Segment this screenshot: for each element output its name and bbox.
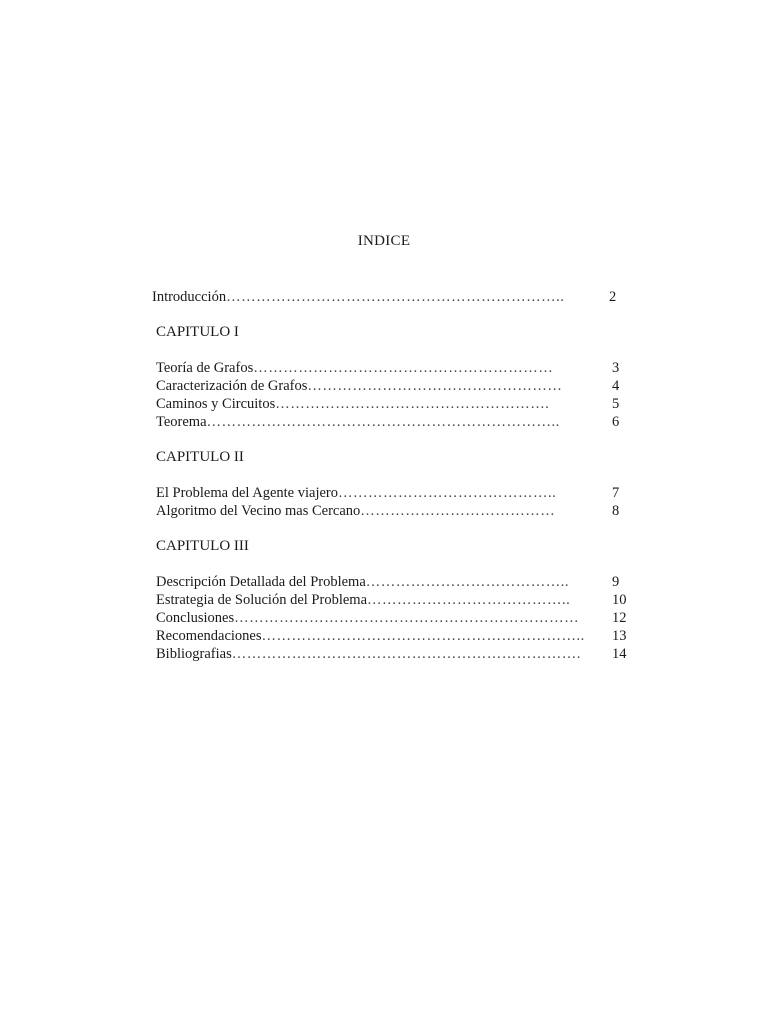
toc-page-number: 3 bbox=[612, 360, 620, 376]
toc-entry-label: Teoría de Grafos bbox=[156, 360, 254, 376]
toc-page-number: 13 bbox=[612, 628, 627, 644]
toc-leader-dots: …………………………………………… bbox=[307, 378, 563, 394]
toc-entry bbox=[156, 645, 630, 663]
toc-entry bbox=[156, 377, 626, 395]
toc-page-number: 6 bbox=[612, 414, 620, 430]
toc-entry bbox=[156, 502, 626, 520]
toc-page-number: 8 bbox=[612, 503, 620, 519]
toc-page-number: 14 bbox=[612, 646, 627, 662]
toc-entry-label: Estrategia de Solución del Problema bbox=[156, 592, 368, 608]
toc-entry-intro bbox=[152, 288, 622, 306]
toc-entry bbox=[156, 484, 626, 502]
toc-leader-dots: ………………………………………………. bbox=[275, 396, 550, 412]
toc-entry-label: Introducción bbox=[152, 289, 227, 305]
toc-entry-label: Caminos y Circuitos bbox=[156, 396, 276, 412]
toc-page-number: 9 bbox=[612, 574, 620, 590]
toc-entry bbox=[156, 591, 630, 609]
chapter-heading-2: CAPITULO II bbox=[156, 449, 244, 465]
toc-page-number: 7 bbox=[612, 485, 620, 501]
toc-leader-dots: ………………………………….. bbox=[367, 592, 571, 608]
chapter-heading-3: CAPITULO III bbox=[156, 538, 249, 554]
toc-leader-dots: …………………………………………………………… bbox=[234, 610, 580, 626]
toc-entry-label: Descripción Detallada del Problema bbox=[156, 574, 366, 590]
toc-entry-label: Conclusiones bbox=[156, 610, 235, 626]
toc-entry bbox=[156, 627, 630, 645]
toc-page-number: 2 bbox=[609, 289, 617, 305]
toc-page-number: 5 bbox=[612, 396, 620, 412]
toc-entry bbox=[156, 395, 626, 413]
chapter-heading-1: CAPITULO I bbox=[156, 324, 239, 340]
toc-leader-dots: ………………………………… bbox=[360, 503, 556, 519]
toc-leader-dots: ………………………………….. bbox=[365, 574, 570, 590]
toc-entry bbox=[156, 413, 626, 431]
toc-entry bbox=[156, 609, 630, 627]
page-title: INDICE bbox=[357, 233, 411, 249]
toc-page-number: 12 bbox=[612, 610, 627, 626]
toc-page-number: 4 bbox=[612, 378, 620, 394]
toc-entry-label: Caracterización de Grafos bbox=[156, 378, 308, 394]
toc-entry bbox=[156, 359, 626, 377]
toc-leader-dots: ……………………………………………………………. bbox=[231, 646, 581, 662]
toc-entry-label: Algoritmo del Vecino mas Cercano bbox=[156, 503, 361, 519]
toc-entry bbox=[156, 573, 630, 591]
toc-entry-label: Bibliografias bbox=[156, 646, 232, 662]
toc-leader-dots: ……………………………………………………….. bbox=[261, 628, 585, 644]
toc-leader-dots: …………………………………………………… bbox=[253, 360, 554, 376]
toc-entry-label: El Problema del Agente viajero bbox=[156, 485, 339, 501]
toc-leader-dots: …………………………………….. bbox=[338, 485, 557, 501]
toc-entry-label: Recomendaciones bbox=[156, 628, 262, 644]
toc-entry-label: Teorema bbox=[156, 414, 207, 430]
toc-leader-dots: ………………………………………………………….. bbox=[226, 289, 565, 305]
toc-leader-dots: …………………………………………………………….. bbox=[206, 414, 560, 430]
toc-page-number: 10 bbox=[612, 592, 627, 608]
